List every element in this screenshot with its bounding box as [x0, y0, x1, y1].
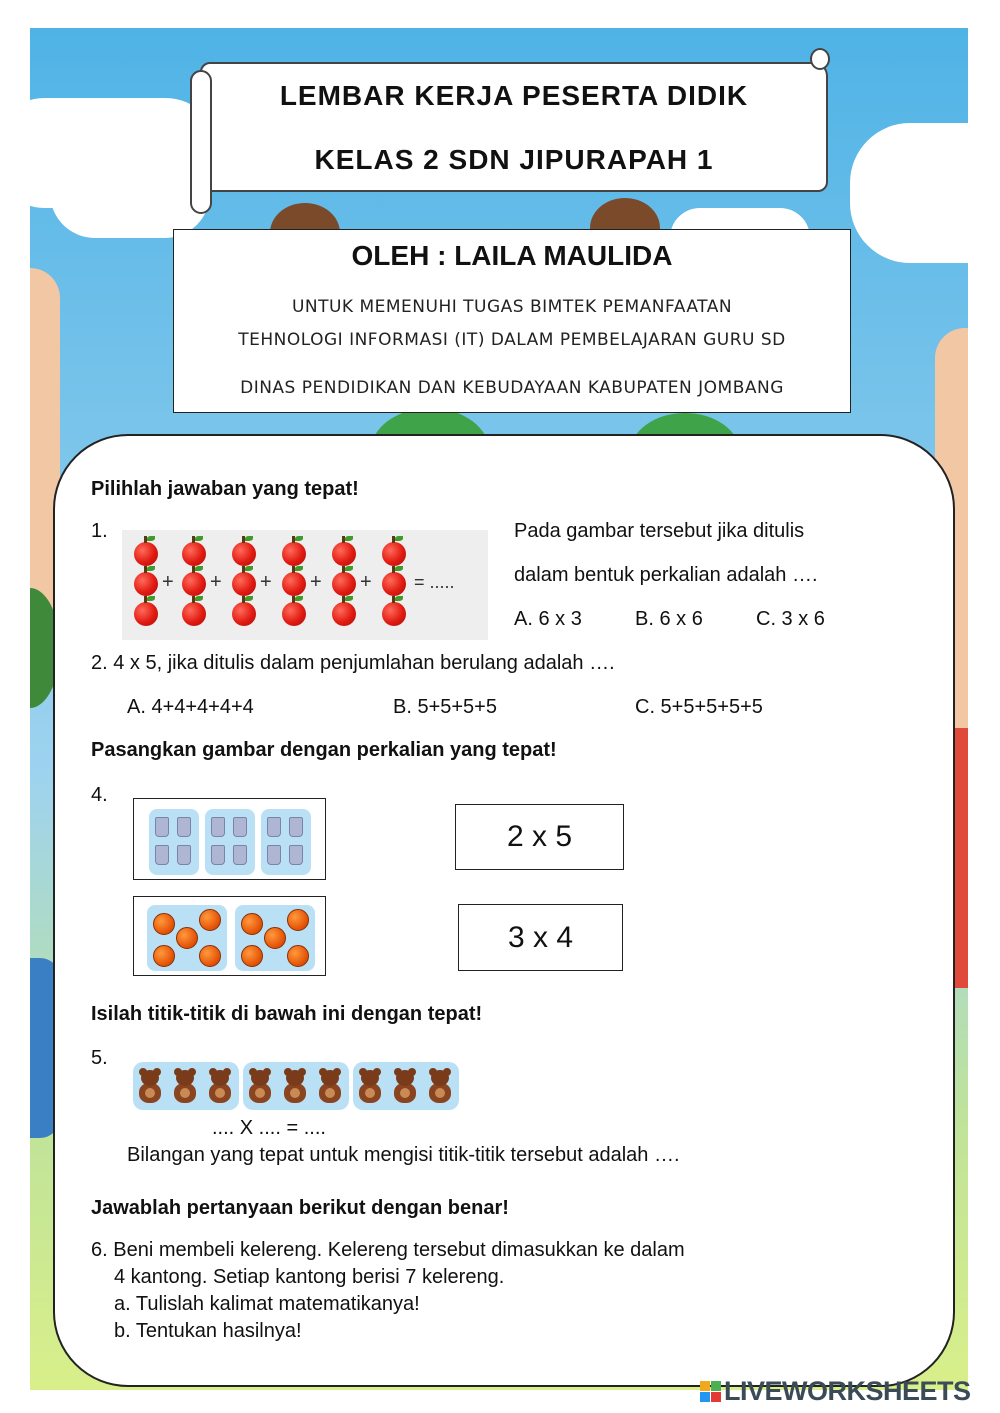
apple-icon	[134, 572, 158, 596]
question-6-part-b: b. Tentukan hasilnya!	[114, 1320, 302, 1342]
bear-icon	[392, 1068, 418, 1104]
ball-icon	[176, 927, 198, 949]
question-1-number: 1.	[91, 520, 108, 542]
plus-icon: +	[260, 571, 272, 593]
answer-box-3x4[interactable]: 3 x 4	[458, 904, 623, 971]
apple-icon	[232, 542, 256, 566]
question-1-option-a[interactable]: A. 6 x 3	[514, 608, 582, 630]
apple-icon	[332, 602, 356, 626]
bear-icon	[207, 1068, 233, 1104]
cup-icon	[289, 817, 303, 837]
bear-icon	[317, 1068, 343, 1104]
apple-icon	[282, 542, 306, 566]
question-5-number: 5.	[91, 1047, 108, 1069]
question-1-text-line-2: dalam bentuk perkalian adalah ….	[514, 564, 818, 586]
ball-icon	[199, 909, 221, 931]
plus-icon: +	[310, 571, 322, 593]
cloud	[50, 148, 210, 238]
section-4-instruction: Jawablah pertanyaan berikut dengan benar!	[91, 1197, 509, 1219]
ball-icon	[241, 913, 263, 935]
plus-icon: +	[210, 571, 222, 593]
cup-icon	[155, 817, 169, 837]
question-5-equation[interactable]: .... X .... = ....	[212, 1117, 326, 1139]
class-title: KELAS 2 SDN JIPURAPAH 1	[314, 144, 714, 175]
apple-icon	[382, 542, 406, 566]
apple-icon	[182, 602, 206, 626]
plus-icon: +	[360, 571, 372, 593]
balls-picture-card[interactable]	[133, 896, 326, 976]
plus-icon: +	[162, 571, 174, 593]
cups-picture-card[interactable]	[133, 798, 326, 880]
cup-icon	[211, 817, 225, 837]
answer-box-2x5[interactable]: 2 x 5	[455, 804, 624, 870]
ball-icon	[199, 945, 221, 967]
apple-illustration	[122, 530, 488, 640]
equals-blank: = .....	[414, 572, 455, 592]
info-line-1: UNTUK MEMENUHI TUGAS BIMTEK PEMANFAATAN	[291, 297, 733, 317]
author-name: OLEH : LAILA MAULIDA	[351, 240, 673, 271]
question-6-part-a: a. Tulislah kalimat matematikanya!	[114, 1293, 420, 1315]
apple-icon	[382, 602, 406, 626]
ball-icon	[287, 909, 309, 931]
question-2-option-a[interactable]: A. 4+4+4+4+4	[127, 696, 254, 718]
bear-group	[243, 1062, 349, 1110]
apple-icon	[134, 602, 158, 626]
scroll-roll-right	[810, 48, 830, 70]
ball-group	[235, 905, 315, 971]
section-2-instruction: Pasangkan gambar dengan perkalian yang tepat!	[91, 739, 557, 761]
section-3-instruction: Isilah titik-titik di bawah ini dengan tepat!	[91, 1003, 483, 1025]
ball-icon	[153, 945, 175, 967]
cup-icon	[177, 817, 191, 837]
info-line-2: TEHNOLOGI INFORMASI (IT) DALAM PEMBELAJARAN GURU SD	[238, 330, 786, 350]
cup-icon	[177, 845, 191, 865]
question-2-option-c[interactable]: C. 5+5+5+5+5	[635, 696, 763, 718]
bear-illustration	[133, 1062, 459, 1110]
bear-icon	[247, 1068, 273, 1104]
apple-icon	[182, 542, 206, 566]
apple-icon	[232, 572, 256, 596]
cup-icon	[267, 817, 281, 837]
cup-icon	[289, 845, 303, 865]
apple-icon	[382, 572, 406, 596]
liveworksheets-logo-icon	[700, 1381, 722, 1403]
apple-icon	[332, 572, 356, 596]
info-line-3: DINAS PENDIDIKAN DAN KEBUDAYAAN KABUPATEN JOMBANG	[240, 378, 784, 398]
cup-icon	[155, 845, 169, 865]
cup-group	[149, 809, 199, 875]
question-5-text: Bilangan yang tepat untuk mengisi titik-titik tersebut adalah ….	[127, 1144, 680, 1166]
question-6-line-1: 6. Beni membeli kelereng. Kelereng tersebut dimasukkan ke dalam	[91, 1239, 685, 1261]
question-1-text-line-1: Pada gambar tersebut jika ditulis	[514, 520, 805, 542]
ball-icon	[241, 945, 263, 967]
cup-icon	[211, 845, 225, 865]
author-info-box	[173, 229, 851, 413]
ball-icon	[153, 913, 175, 935]
cup-icon	[233, 845, 247, 865]
apple-icon	[182, 572, 206, 596]
cup-group	[205, 809, 255, 875]
apple-icon	[282, 572, 306, 596]
question-4-number: 4.	[91, 784, 108, 806]
question-2-option-b[interactable]: B. 5+5+5+5	[393, 696, 497, 718]
title-scroll	[200, 62, 828, 192]
bear-icon	[427, 1068, 453, 1104]
apple-icon	[134, 542, 158, 566]
section-1-instruction: Pilihlah jawaban yang tepat!	[91, 478, 359, 500]
ball-icon	[287, 945, 309, 967]
cup-icon	[233, 817, 247, 837]
apple-icon	[282, 602, 306, 626]
bear-group	[133, 1062, 239, 1110]
cup-icon	[267, 845, 281, 865]
bear-icon	[282, 1068, 308, 1104]
ball-icon	[264, 927, 286, 949]
question-2-text: 2. 4 x 5, jika ditulis dalam penjumlahan berulang adalah ….	[91, 652, 615, 674]
bear-group	[353, 1062, 459, 1110]
question-6-line-2: 4 kantong. Setiap kantong berisi 7 kelereng.	[114, 1266, 505, 1288]
question-1-option-c[interactable]: C. 3 x 6	[756, 608, 825, 630]
liveworksheets-watermark: LIVEWORKSHEETS	[724, 1376, 971, 1406]
apple-icon	[332, 542, 356, 566]
question-1-option-b[interactable]: B. 6 x 6	[635, 608, 703, 630]
bear-icon	[137, 1068, 163, 1104]
bear-icon	[172, 1068, 198, 1104]
bear-icon	[357, 1068, 383, 1104]
apple-icon	[232, 602, 256, 626]
worksheet-title: LEMBAR KERJA PESERTA DIDIK	[279, 80, 749, 111]
cup-group	[261, 809, 311, 875]
ball-group	[147, 905, 227, 971]
cloud	[850, 123, 968, 263]
